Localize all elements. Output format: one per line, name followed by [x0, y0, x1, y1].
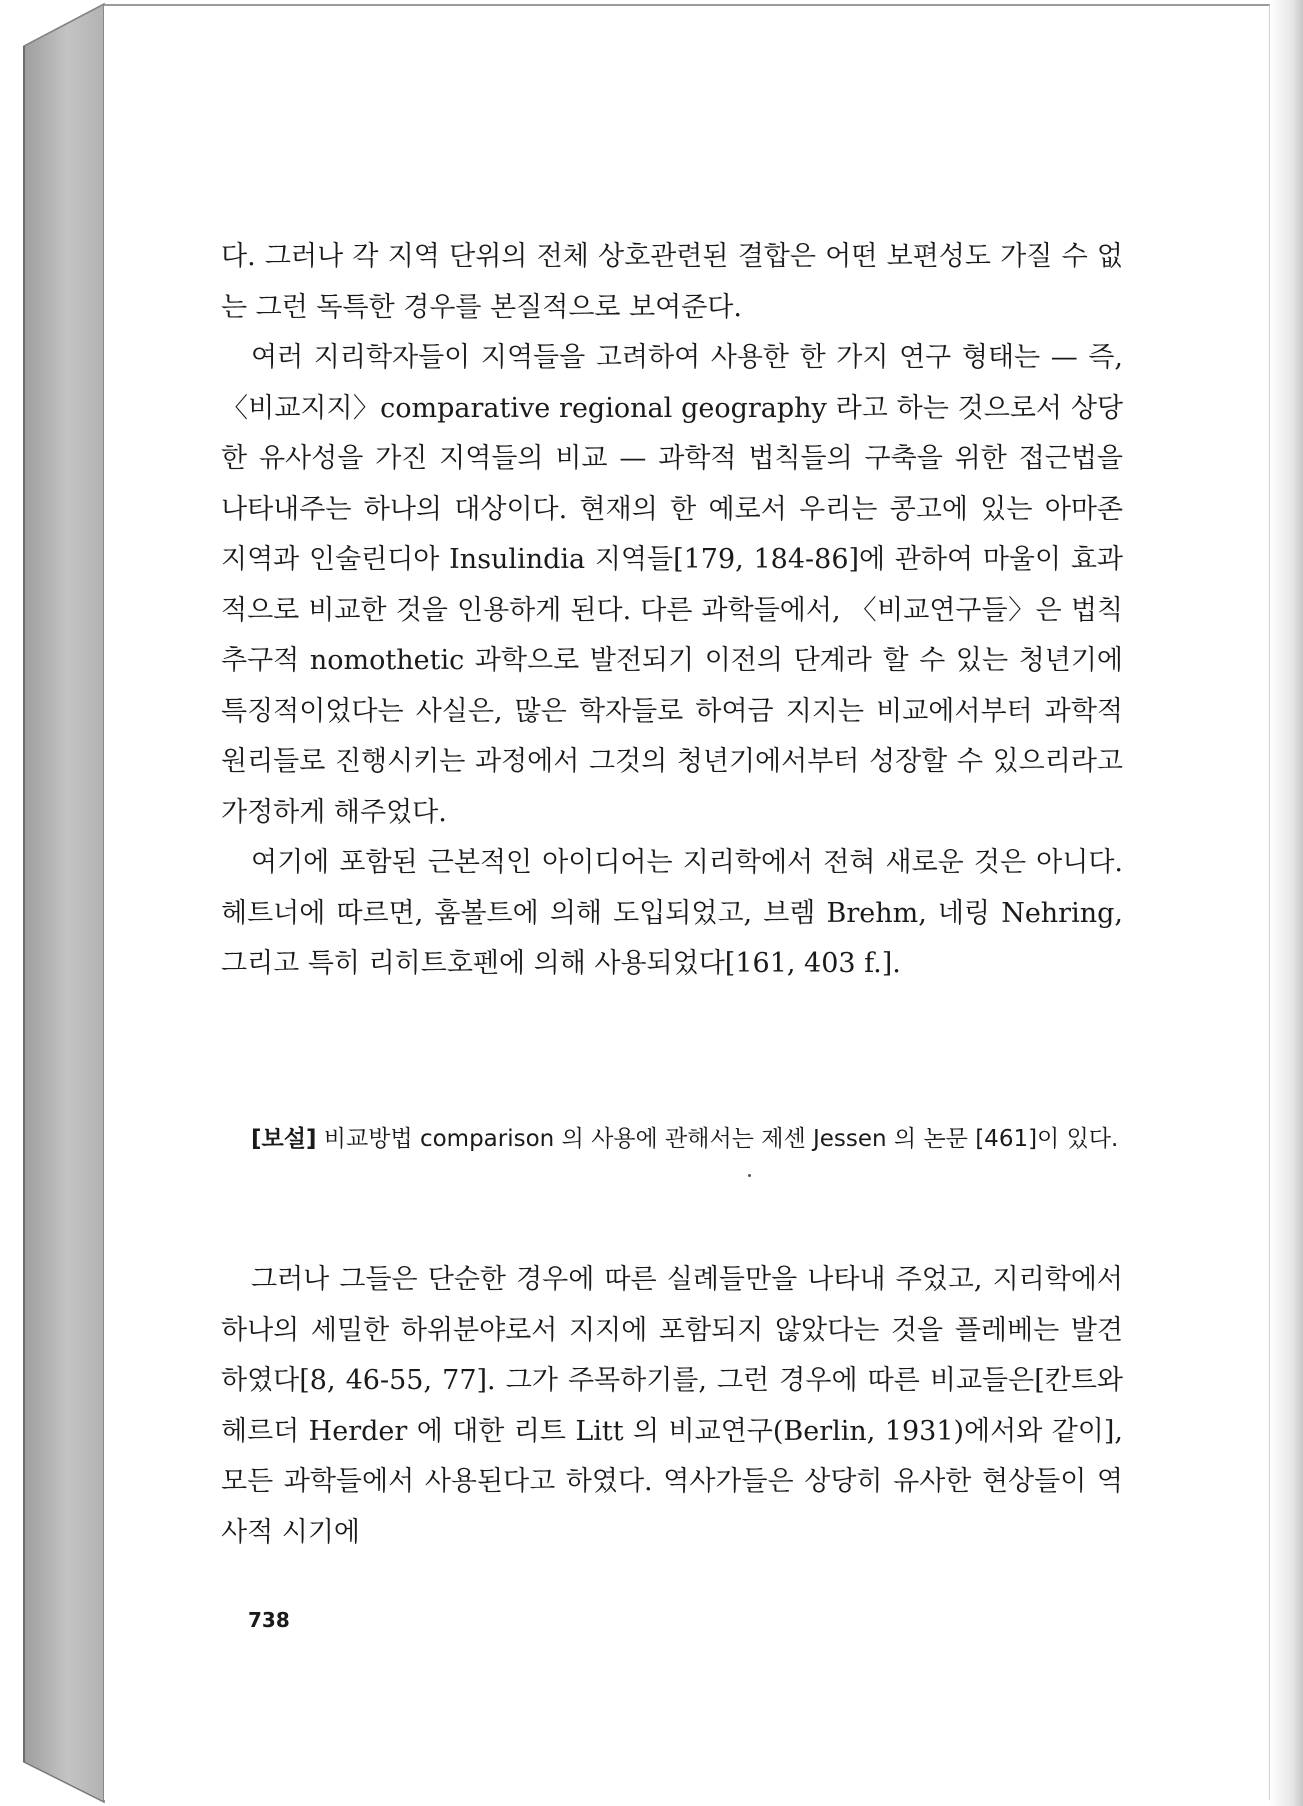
paragraph-plewe: 그러나 그들은 단순한 경우에 따른 실례들만을 나타내 주었고, 지리학에서 하나의 세밀한 하위분야로서 지지에 포함되지 않았다는 것을 플레베는 발견하였다[8, 46-55, 77]. 그가 주목하기를, 그런 경우에 따른 비교들은[칸트와 헤르더 Herder 에 대한 리트 Litt 의 비교연구(Berlin, 1931)에서와 같이], 모든 과학들에서 사용된다고 하였다. 역사가들은 상당히 유사한 현상들이 역사적 시기에	[221, 1264, 1123, 1548]
body-text-lower	[221, 1255, 1123, 1558]
book-spine-edge	[0, 0, 110, 1806]
note-label: [보설]	[251, 1126, 317, 1152]
paragraph-continued: 다. 그러나 각 지역 단위의 전체 상호관련된 결합은 어떤 보편성도 가질 수 없는 그런 독특한 경우를 본질적으로 보여준다.	[221, 241, 1123, 323]
page-number: 738	[248, 1608, 290, 1632]
paragraph-hettner: 여기에 포함된 근본적인 아이디어는 지리학에서 전혀 새로운 것은 아니다. 헤트너에 따르면, 훔볼트에 의해 도입되었고, 브렘 Brehm, 네링 Nehring, 그리고 특히 리히트호펜에 의해 사용되었다[161, 403 f.].	[221, 847, 1123, 979]
scan-speck	[748, 1174, 751, 1177]
paragraph-comparative-geography: 여러 지리학자들이 지역들을 고려하여 사용한 한 가지 연구 형태는 — 즉, 〈비교지지〉comparative regional geography 라고 하는 것으로서 상당한 유사성을 가진 지역들의 비교 — 과학적 법칙들의 구축을 위한 접근법을 나타내주는 하나의 대상이다. 현재의 한 예로서 우리는 콩고에 있는 아마존 지역과 인술린디아 Insulindia 지역들[179, 184-86]에 관하여 마울이 효과적으로 비교한 것을 인용하게 된다. 다른 과학들에서, 〈비교연구들〉은 법칙추구적 nomothetic 과학으로 발전되기 이전의 단계라 할 수 있는 청년기에 특징적이었다는 사실은, 많은 학자들로 하여금 지지는 비교에서부터 과학적 원리들로 진행시키는 과정에서 그것의 청년기에서부터 성장할 수 있으리라고 가정하게 해주었다.	[221, 342, 1123, 828]
note-text: 비교방법 comparison 의 사용에 관해서는 제센 Jessen 의 논문 [461]이 있다.	[316, 1126, 1119, 1152]
body-text-upper	[221, 232, 1123, 990]
supplementary-note	[251, 1117, 1123, 1161]
right-edge-shadow	[1269, 0, 1303, 1806]
book-edge-graphic	[0, 0, 110, 1806]
